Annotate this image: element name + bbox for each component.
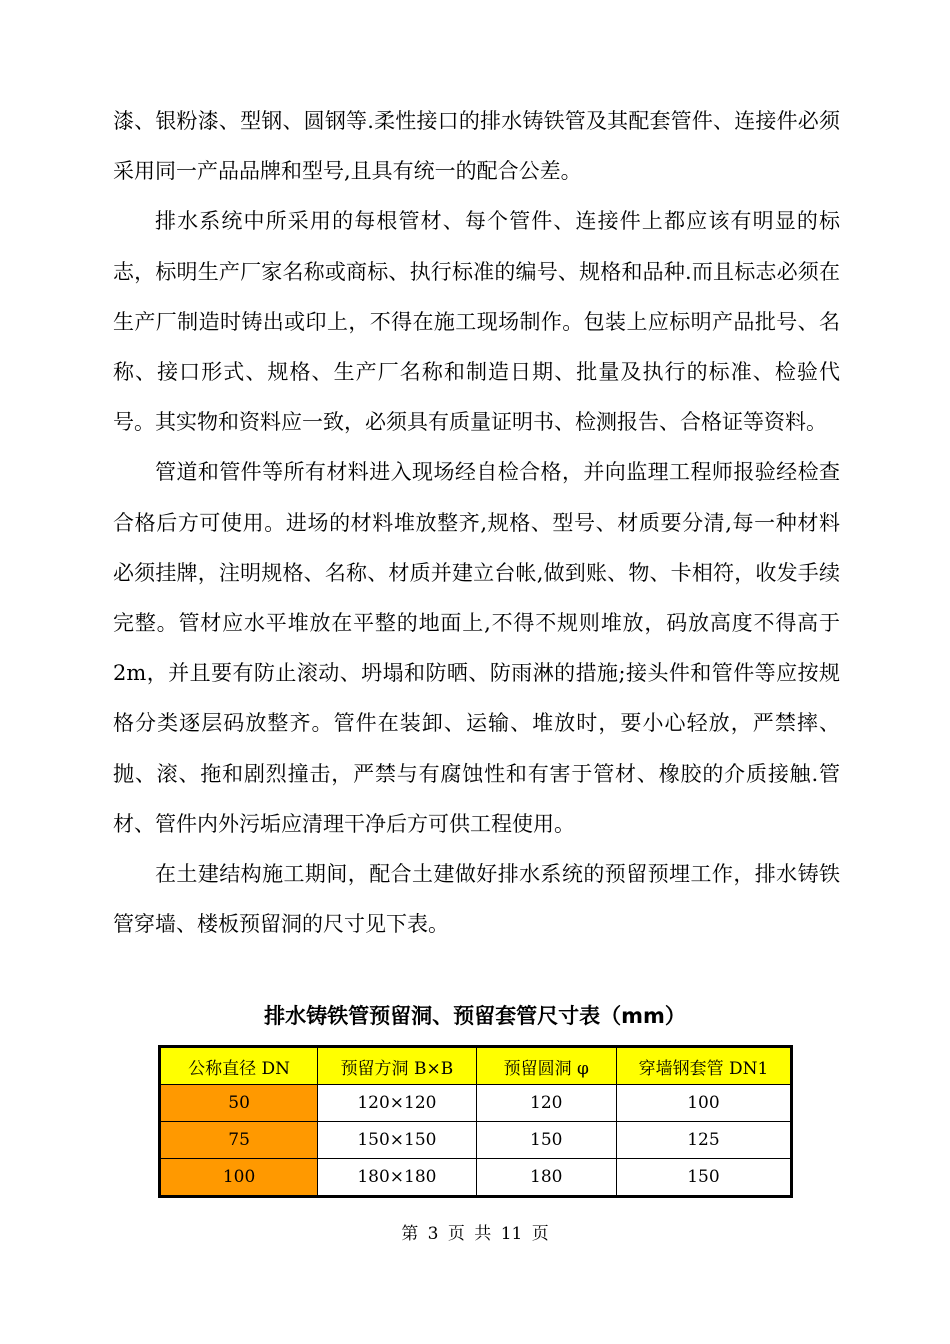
header-cell-nominal-diameter: 公称直径 DN xyxy=(160,1047,318,1085)
table-header-row xyxy=(160,1047,792,1085)
table-row xyxy=(160,1122,792,1159)
table-row xyxy=(160,1085,792,1122)
cell-square-hole: 120×120 xyxy=(318,1085,476,1122)
table-row xyxy=(160,1159,792,1197)
dimension-table xyxy=(158,1045,793,1198)
cell-square-hole: 180×180 xyxy=(318,1159,476,1197)
paragraph: 漆、银粉漆、型钢、圆钢等.柔性接口的排水铸铁管及其配套管件、连接件必须采用同一产品品牌和型号,且具有统一的配合公差。 xyxy=(113,109,840,184)
cell-nominal-diameter: 75 xyxy=(160,1122,318,1159)
cell-nominal-diameter: 50 xyxy=(160,1085,318,1122)
header-cell-steel-sleeve: 穿墙钢套管 DN1 xyxy=(616,1047,791,1085)
cell-round-hole: 120 xyxy=(476,1085,616,1122)
body-text xyxy=(113,96,840,949)
cell-steel-sleeve: 125 xyxy=(616,1122,791,1159)
cell-steel-sleeve: 100 xyxy=(616,1085,791,1122)
header-cell-round-hole: 预留圆洞 φ xyxy=(476,1047,616,1085)
page-footer: 第 3 页 共 11 页 xyxy=(401,1224,549,1244)
table-title: 排水铸铁管预留洞、预留套管尺寸表（mm） xyxy=(264,1004,686,1028)
header-cell-square-hole: 预留方洞 B×B xyxy=(318,1047,476,1085)
paragraph: 管道和管件等所有材料进入现场经自检合格，并向监理工程师报验经检查合格后方可使用。进场的材料堆放整齐,规格、型号、材质要分清,每一种材料必须挂牌，注明规格、名称、材质并建立台帐,做到账、物、卡相符，收发手续完整。管材应水平堆放在平整的地面上,不得不规则堆放，码放高度不得高于2m，并且要有防止滚动、坍塌和防晒、防雨淋的措施;接头件和管件等应按规格分类逐层码放整齐。管件在装卸、运输、堆放时，要小心轻放，严禁摔、抛、滚、拖和剧烈撞击，严禁与有腐蚀性和有害于管材、橡胶的介质接触.管材、管件内外污垢应清理干净后方可供工程使用。 xyxy=(113,460,840,836)
paragraph: 在土建结构施工期间，配合土建做好排水系统的预留预埋工作，排水铸铁管穿墙、楼板预留洞的尺寸见下表。 xyxy=(113,862,840,937)
cell-round-hole: 150 xyxy=(476,1122,616,1159)
cell-nominal-diameter: 100 xyxy=(160,1159,318,1197)
cell-square-hole: 150×150 xyxy=(318,1122,476,1159)
cell-steel-sleeve: 150 xyxy=(616,1159,791,1197)
paragraph: 排水系统中所采用的每根管材、每个管件、连接件上都应该有明显的标志，标明生产厂家名称或商标、执行标准的编号、规格和品种.而且标志必须在生产厂制造时铸出或印上，不得在施工现场制作。包装上应标明产品批号、名称、接口形式、规格、生产厂名称和制造日期、批量及执行的标准、检验代号。其实物和资料应一致，必须具有质量证明书、检测报告、合格证等资料。 xyxy=(113,209,840,435)
cell-round-hole: 180 xyxy=(476,1159,616,1197)
